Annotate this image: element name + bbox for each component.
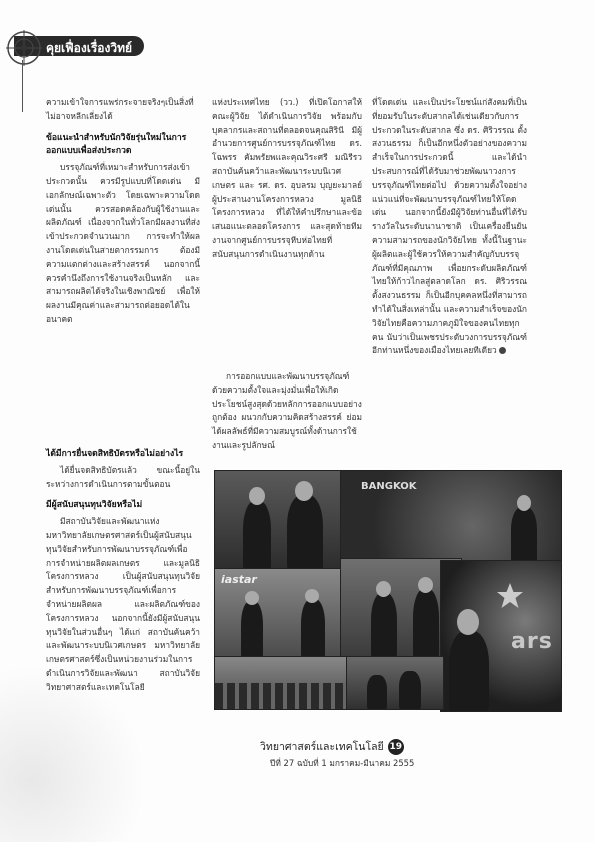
column-2: [212, 96, 362, 268]
col1-paragraph-1: ความเข้าใจการแพร่กระจายจริงๆเป็นสิ่งที่ไม่อาจหลีกเลี่ยงได้: [46, 97, 194, 121]
person-head: [376, 581, 391, 597]
column-3: [372, 96, 527, 364]
award-photo-7: [346, 656, 444, 710]
end-of-article-icon: [499, 347, 506, 354]
award-photo-2: [340, 470, 562, 564]
person-head: [249, 487, 265, 505]
award-photo-3: [214, 568, 352, 660]
banner-text: iastar: [221, 573, 257, 586]
person-head: [418, 577, 433, 593]
banner-text: BANGKOK: [361, 481, 417, 492]
person-silhouette: [241, 601, 263, 659]
person-head: [295, 481, 313, 501]
col2-paragraph-1: แห่งประเทศไทย (วว.) ที่เปิดโอกาสให้คณะผู้วิจัย ได้ดำเนินการวิจัย พร้อมกับบุคลากรและสถานที่ตลอดจนคุณสิรินี มีผู้อำนวยการศูนย์การบรรจุภัณฑ์ไทย ดร. โฉพรร คัมพรัยพและคุณวิระศรี มณิรีรว สถาบันค้นคว้าและพัฒนาระบบนิเวศเกษตร และ รศ. ดร. อุบลรม บุญยะมาลย์ ผู้ประสานงานโครงการหลวง มูลนิธิโครงการหลวง ที่ได้ให้คำปรึกษาและข้อเสนอแนะตลอดโครงการ และสุดท้ายทีมงานจากศูนย์การบรรจุหีบห่อไทยที่สนับสนุนการดำเนินงานทุกด้าน: [212, 97, 362, 259]
section-title: คุยเฟื่องเรื่องวิทย์: [46, 41, 133, 55]
col1-paragraph-4: มีสถาบันวิจัยและพัฒนาแห่งมหาวิทยาลัยเกษตรศาสตร์เป็นผู้สนับสนุนทุนวิจัยสำหรับการพัฒนาบรรจุภัณฑ์เพื่อการจำหน่ายผลิตผลเกษตร และมูลนิธิโครงการหลวง เป็นผู้สนับสนุนทุนวิจัยสำหรับการพัฒนาบรรจุภัณฑ์เพื่อการจำหน่ายผลิตผล และผลิตภัณฑ์ของโครงการหลวง นอกจากนี้ยังมีผู้สนับสนุนทุนวิจัยในส่วนอื่นๆ ได้แก่ สถาบันค้นคว้าและพัฒนาระบบนิเวศเกษตร มหาวิทยาลัยเกษตรศาสตร์ซึ่งเป็นหน่วยงานร่วมในการดำเนินการวิจัยและพัฒนา สถาบันวิจัยวิทยาศาสตร์และเทคโนโลยี: [46, 516, 200, 692]
page-number: 19: [388, 739, 404, 755]
column-1-lower: [46, 440, 200, 701]
person-silhouette: [511, 507, 537, 563]
person-head: [457, 609, 479, 635]
column-1: [46, 96, 200, 333]
col3-text: ที่โดดเด่น และเป็นประโยชน์แก่สังคมที่เป็นที่ยอมรับในระดับสากลได้เช่นเดียวกับการประกวดในระดับสากล ซึ่ง ดร. ศิริวรรณ ตั้งสงวนธรรม ก็เป็นอีกหนึ่งตัวอย่างของความสำเร็จในการประกวดนี้ และได้นำประสบการณ์ที่ได้รับมาช่วยพัฒนาวงการบรรจุภัณฑ์ไทยต่อไป ด้วยความตั้งใจอย่างแน่วแน่ที่จะพัฒนาบรรจุภัณฑ์ไทยให้โดดเด่น นอกจากนี้ยังมีผู้วิจัยท่านอื่นที่ได้รับรางวัลในระดับนานาชาติ เป็นเครื่องยืนยันความสามารถของนักวิจัยไทย ทั้งนี้ในฐานะผู้ผลิตและผู้ใช้ควรให้ความสำคัญกับบรรจุภัณฑ์ที่มีคุณภาพ เพื่อยกระดับผลิตภัณฑ์ไทยให้ก้าวไกลสู่ตลาดโลก ดร. ศิริวรรณ ตั้งสงวนธรรม ก็เป็นอีกบุคคลหนึ่งที่สามารถทำได้ในสิ่งเหล่านั้น และความสำเร็จของนักวิจัยไทยคือความภาคภูมิใจของคนไทยทุกคน นับว่าเป็นเพชรประดับวงการบรรจุภัณฑ์อีกท่านหนึ่งของเมืองไทยเลยทีเดียว: [372, 97, 527, 356]
magazine-name: วิทยาศาสตร์และเทคโนโลยี: [260, 741, 384, 753]
award-photo-1: [214, 470, 348, 572]
person-head: [517, 495, 531, 511]
group-crowd: [215, 683, 347, 709]
footer-magazine: [260, 738, 404, 755]
footer-issue: ปีที่ 27 ฉบับที่ 1 มกราคม-มีนาคม 2555: [270, 758, 415, 768]
col3-paragraph-1: [372, 96, 527, 358]
col2-paragraph-2: การออกแบบและพัฒนาบรรจุภัณฑ์ด้วยความตั้งใจและมุ่งมั่นเพื่อให้เกิดประโยชน์สูงสุดด้วยหลักการออกแบบอย่างถูกต้อง ผนวกกับความคิดสร้างสรรค์ ย่อมได้ผลลัพธ์ที่มีความสมบูรณ์ทั้งด้านการใช้งานและรูปลักษณ์: [212, 371, 362, 450]
person-silhouette: [243, 501, 271, 571]
person-silhouette: [449, 631, 489, 711]
person-silhouette: [399, 671, 421, 709]
header-divider: [22, 60, 23, 112]
col1-heading-1: ข้อแนะนำสำหรับนักวิจัยรุ่นใหม่ในการออกแบบเพื่อส่งประกวด: [46, 132, 187, 157]
column-2-lower: [212, 370, 362, 453]
award-photo-6-group: [214, 656, 348, 710]
star-trophy-icon: [495, 581, 525, 611]
person-head: [305, 589, 319, 603]
col1-heading-3: มีผู้สนับสนุนทุนวิจัยหรือไม่: [46, 500, 143, 511]
col1-paragraph-3: ได้ยื่นจดสิทธิบัตรแล้ว ขณะนี้อยู่ในระหว่างการดำเนินการตามขั้นตอน: [46, 464, 200, 489]
person-head: [245, 591, 259, 605]
col1-heading-2: ได้มีการยื่นจดสิทธิบัตรหรือไม่อย่างไร: [46, 449, 184, 459]
atom-logo-icon: [4, 28, 44, 68]
star-banner-text: ars: [511, 629, 553, 654]
person-silhouette: [367, 675, 387, 709]
award-photo-5: [440, 560, 562, 712]
person-silhouette: [371, 593, 397, 659]
person-silhouette: [413, 589, 439, 659]
person-silhouette: [301, 599, 325, 659]
person-silhouette: [287, 495, 323, 571]
col1-paragraph-2: บรรจุภัณฑ์ที่เหมาะสำหรับการส่งเข้าประกวดนั้น ควรมีรูปแบบที่โดดเด่น มีเอกลักษณ์เฉพาะตัว โดยเฉพาะความโดดเด่นนั้น ควรสอดคล้องกับผู้ใช้งานและผลิตภัณฑ์ เนื่องจากในทั่วโลกมีผลงานที่ส่งเข้าประกวดจำนวนมาก การจะทำให้ผลงานโดดเด่นในสายตากรรมการ ต้องมีความแตกต่างและสร้างสรรค์ นอกจากนี้ควรคำนึงถึงการใช้งานจริงเป็นหลัก และสามารถผลิตได้จริงในเชิงพาณิชย์ เพื่อให้ผลงานมีคุณค่าและสามารถต่อยอดได้ในอนาคต: [46, 162, 200, 324]
